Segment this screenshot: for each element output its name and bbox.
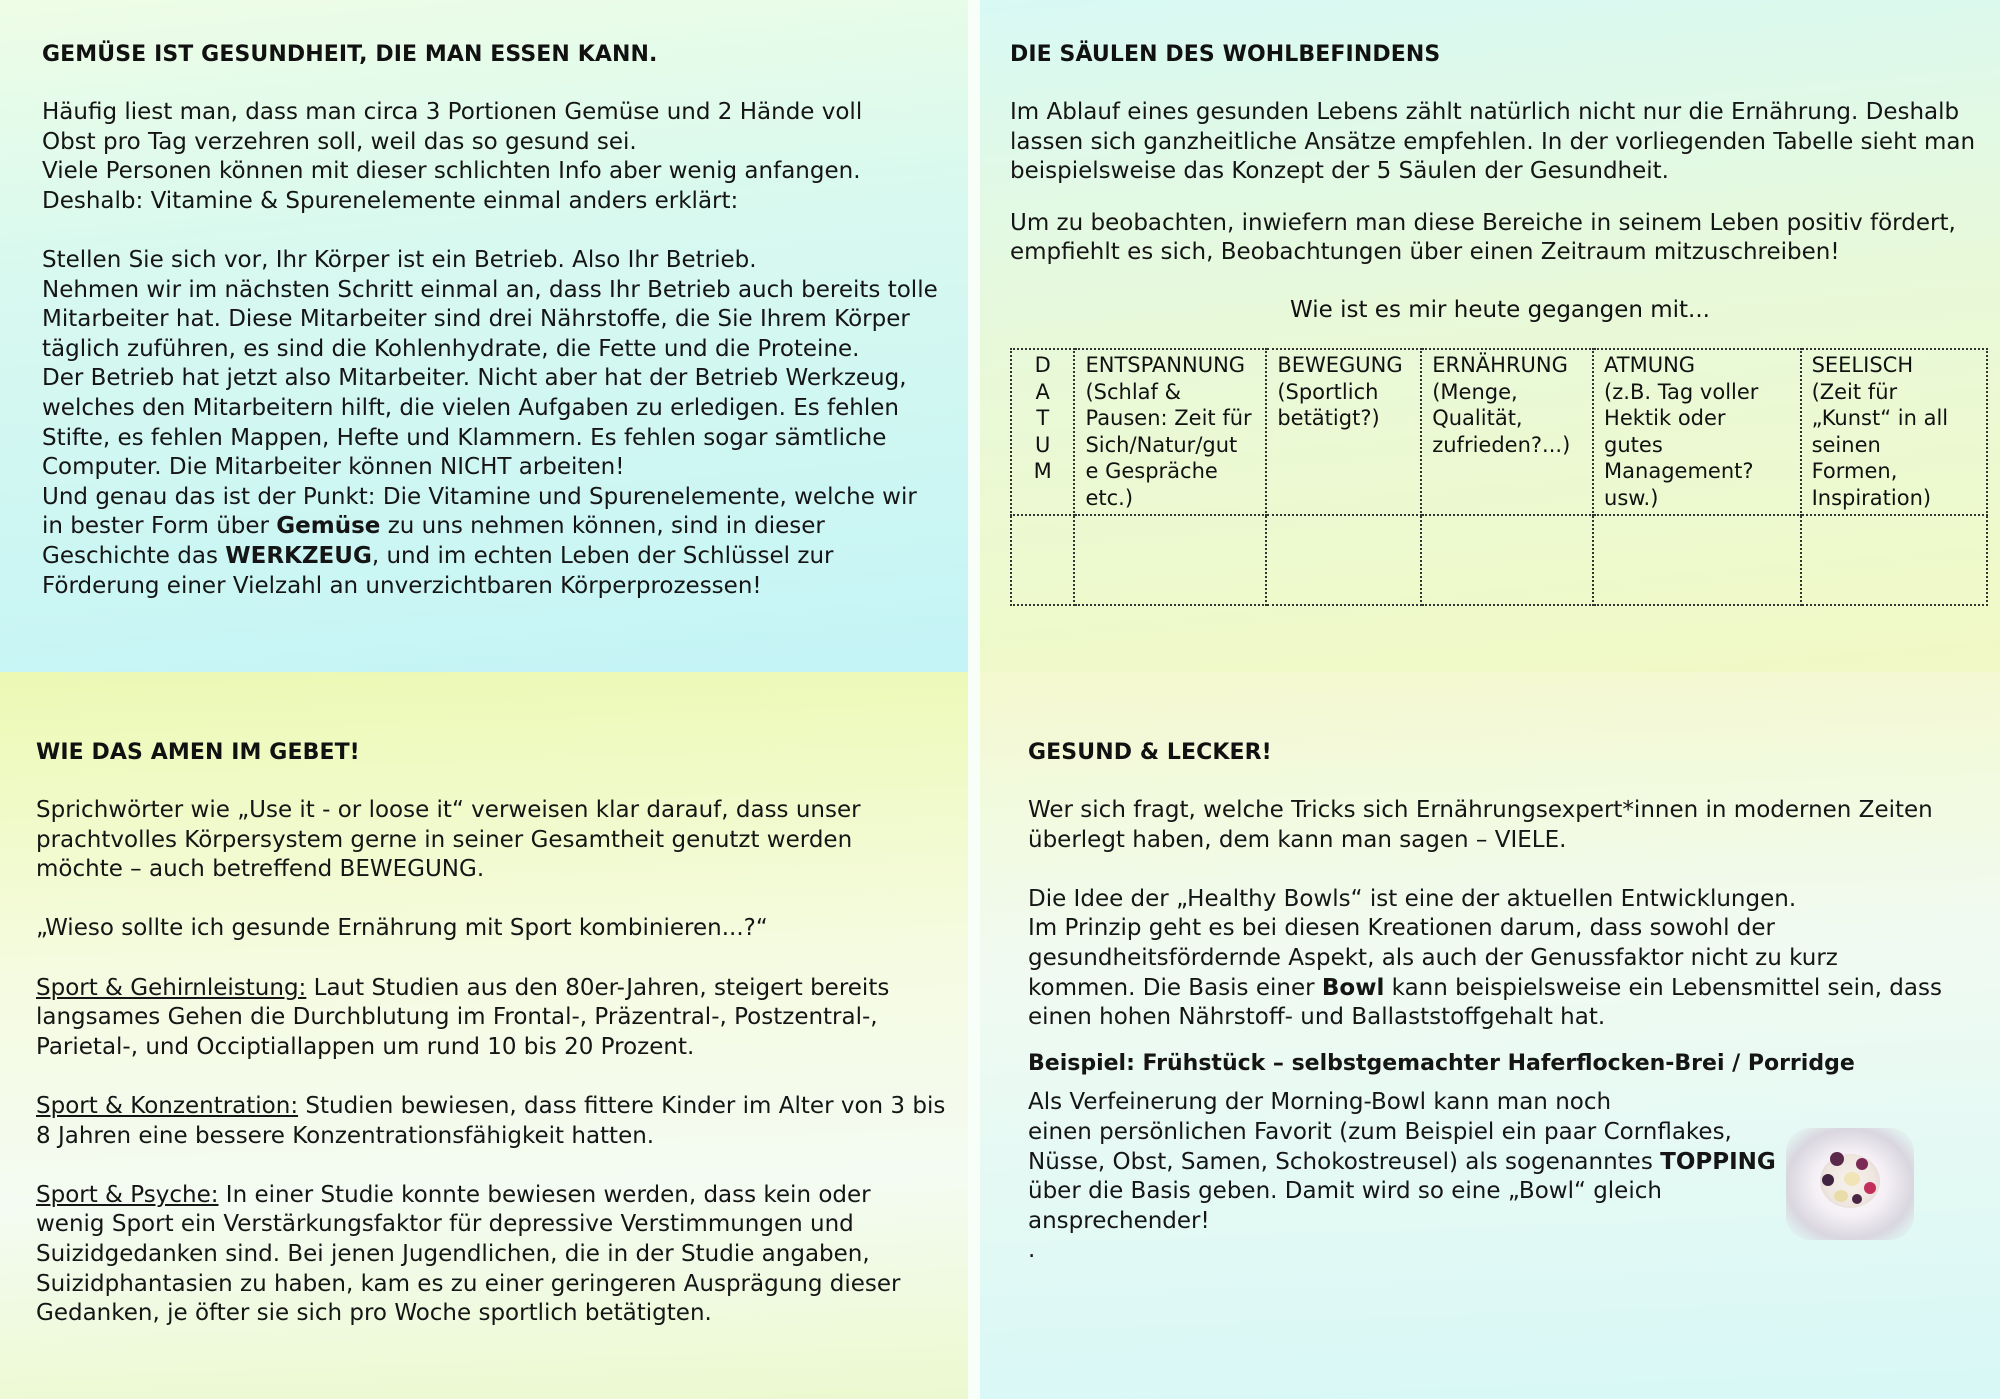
text-line: Geschichte das WERKZEUG, und im echten Leben der Schlüssel zur	[42, 542, 834, 569]
text-line: Stifte, es fehlen Mappen, Hefte und Klammern. Es fehlen sogar sämtliche	[42, 424, 887, 451]
text-line: Sprichwörter wie „Use it - or loose it“ verweisen klar darauf, dass unser	[36, 797, 861, 823]
subheading-concentration: Sport & Konzentration:	[36, 1092, 299, 1119]
section-title-wellbeing: DIE SÄULEN DES WOHLBEFINDENS	[1010, 42, 1441, 67]
text-line: Obst pro Tag verzehren soll, weil das so gesund sei.	[42, 128, 637, 155]
header-datum: D A T U M	[1011, 349, 1074, 515]
text-line: wenig Sport ein Verstärkungsfaktor für depressive Verstimmungen und	[36, 1211, 854, 1238]
text-line: Suizidgedanken sind. Bei jenen Jugendlichen, die in der Studie angaben,	[36, 1240, 870, 1267]
text-line: Um zu beobachten, inwiefern man diese Bereiche in seinem Leben positiv fördert,	[1010, 209, 1956, 236]
text-line: Und genau das ist der Punkt: Die Vitamine und Spurenelemente, welche wir	[42, 483, 917, 510]
section-title-exercise: WIE DAS AMEN IM GEBET!	[36, 740, 360, 765]
porridge-bowl-photo	[1786, 1128, 1914, 1240]
subheading-psyche: Sport & Psyche:	[36, 1181, 219, 1208]
text-line: in bester Form über Gemüse zu uns nehmen können, sind in dieser	[42, 513, 825, 540]
text-line: Nehmen wir im nächsten Schritt einmal an, dass Ihr Betrieb auch bereits tolle	[42, 276, 938, 303]
text-line: empfiehlt es sich, Beobachtungen über einen Zeitraum mitzuschreiben!	[1010, 239, 1840, 266]
text-line: Förderung einer Vielzahl an unverzichtbaren Körperprozessen!	[42, 572, 762, 599]
text-line: ansprechender!	[1028, 1207, 1210, 1234]
text-line: 8 Jahren eine bessere Konzentrationsfähigkeit hatten.	[36, 1122, 655, 1149]
text-line: Als Verfeinerung der Morning-Bowl kann man noch	[1028, 1089, 1612, 1116]
bold-gemuese: Gemüse	[276, 513, 381, 540]
text-line: einen persönlichen Favorit (zum Beispiel ein paar Cornflakes,	[1028, 1118, 1732, 1145]
table-cell[interactable]	[1266, 515, 1421, 605]
table-cell[interactable]	[1421, 515, 1593, 605]
text-line: Computer. Die Mitarbeiter können NICHT arbeiten!	[42, 454, 625, 481]
text-line: langsames Gehen die Durchblutung im Frontal-, Präzentral-, Postzentral-,	[36, 1004, 878, 1031]
section-title-vegetables: GEMÜSE IST GESUNDHEIT, DIE MAN ESSEN KANN.	[42, 42, 658, 67]
header-entspannung: ENTSPANNUNG (Schlaf & Pausen: Zeit für Sich/Natur/gut e Gespräche etc.)	[1074, 349, 1266, 515]
text-line: lassen sich ganzheitliche Ansätze empfehlen. In der vorliegenden Tabelle sieht man	[1010, 128, 1976, 155]
section-title-bowls: GESUND & LECKER!	[1028, 740, 1272, 765]
text-line: überlegt haben, dem kann man sagen – VIELE.	[1028, 826, 1567, 853]
text-line: Deshalb: Vitamine & Spurenelemente einmal anders erklärt:	[42, 187, 739, 214]
bold-bowl: Bowl	[1321, 974, 1385, 1001]
text-line: Gedanken, je öfter sie sich pro Woche sportlich betätigten.	[36, 1300, 712, 1327]
header-atmung: ATMUNG (z.B. Tag voller Hektik oder gutes Management? usw.)	[1593, 349, 1801, 515]
exercise-text	[36, 796, 956, 1329]
table-header-row	[1011, 349, 1987, 515]
text-line: Mitarbeiter hat. Diese Mitarbeiter sind drei Nährstoffe, die Sie Ihrem Körper	[42, 306, 910, 333]
text-line: Im Ablauf eines gesunden Lebens zählt natürlich nicht nur die Ernährung. Deshalb	[1010, 99, 1960, 125]
table-cell[interactable]	[1011, 515, 1074, 605]
wellbeing-table	[1010, 348, 1988, 606]
text-line: kommen. Die Basis einer Bowl kann beispielsweise ein Lebensmittel sein, dass	[1028, 974, 1942, 1001]
header-ernaehrung: ERNÄHRUNG (Menge, Qualität, zufrieden?...)	[1421, 349, 1593, 515]
text-line: Nüsse, Obst, Samen, Schokostreusel) als sogenanntes TOPPING	[1028, 1148, 1776, 1175]
text-line: gesundheitsfördernde Aspekt, als auch der Genussfaktor nicht zu kurz	[1028, 944, 1838, 971]
text-line: prachtvolles Körpersystem gerne in seiner Gesamtheit genutzt werden	[36, 826, 853, 853]
text-line: Im Prinzip geht es bei diesen Kreationen darum, dass sowohl der	[1028, 915, 1775, 942]
header-bewegung: BEWEGUNG (Sportlich betätigt?)	[1266, 349, 1421, 515]
table-row	[1011, 515, 1987, 605]
bold-topping: TOPPING	[1660, 1148, 1776, 1175]
text-line: Häufig liest man, dass man circa 3 Portionen Gemüse und 2 Hände voll	[42, 99, 863, 125]
bold-werkzeug: WERKZEUG	[225, 542, 372, 569]
text-line: Sport & Gehirnleistung: Laut Studien aus den 80er-Jahren, steigert bereits	[36, 974, 890, 1001]
text-line: welches den Mitarbeitern hilft, die vielen Aufgaben zu erledigen. Es fehlen	[42, 394, 899, 421]
table-cell[interactable]	[1074, 515, 1266, 605]
text-line: Sport & Psyche: In einer Studie konnte bewiesen werden, dass kein oder	[36, 1181, 871, 1208]
table-cell[interactable]	[1801, 515, 1987, 605]
wellbeing-text	[1010, 98, 1990, 268]
text-line: Wer sich fragt, welche Tricks sich Ernährungsexpert*innen in modernen Zeiten	[1028, 797, 1933, 823]
text-line: über die Basis geben. Damit wird so eine „Bowl“ gleich	[1028, 1178, 1662, 1205]
text-line: Viele Personen können mit dieser schlichten Info aber wenig anfangen.	[42, 158, 861, 185]
example-title: Beispiel: Frühstück – selbstgemachter Haferflocken-Brei / Porridge	[1028, 1050, 1855, 1076]
vegetables-text	[42, 98, 962, 601]
text-line: Parietal-, und Occiptiallappen um rund 10 bis 20 Prozent.	[36, 1033, 695, 1060]
column-divider	[968, 0, 980, 1399]
table-caption: Wie ist es mir heute gegangen mit...	[1290, 297, 1710, 323]
text-line: möchte – auch betreffend BEWEGUNG.	[36, 856, 485, 883]
text-line: Die Idee der „Healthy Bowls“ ist eine der aktuellen Entwicklungen.	[1028, 885, 1797, 912]
text-line: Stellen Sie sich vor, Ihr Körper ist ein Betrieb. Also Ihr Betrieb.	[42, 246, 757, 273]
text-line: .	[1028, 1237, 1036, 1264]
table-cell[interactable]	[1593, 515, 1801, 605]
subheading-brain: Sport & Gehirnleistung:	[36, 974, 307, 1001]
text-line: Der Betrieb hat jetzt also Mitarbeiter. Nicht aber hat der Betrieb Werkzeug,	[42, 365, 907, 392]
text-line: beispielsweise das Konzept der 5 Säulen der Gesundheit.	[1010, 158, 1669, 185]
text-line: einen hohen Nährstoff- und Ballaststoffgehalt hat.	[1028, 1004, 1606, 1031]
text-line: Sport & Konzentration: Studien bewiesen, dass fittere Kinder im Alter von 3 bis	[36, 1092, 946, 1119]
text-line: Suizidphantasien zu haben, kam es zu einer geringeren Ausprägung dieser	[36, 1270, 901, 1297]
header-seelisch: SEELISCH (Zeit für „Kunst“ in all seinen Formen, Inspiration)	[1801, 349, 1987, 515]
quote-line: „Wieso sollte ich gesunde Ernährung mit Sport kombinieren...?“	[36, 915, 768, 942]
text-line: täglich zuführen, es sind die Kohlenhydrate, die Fette und die Proteine.	[42, 335, 860, 362]
